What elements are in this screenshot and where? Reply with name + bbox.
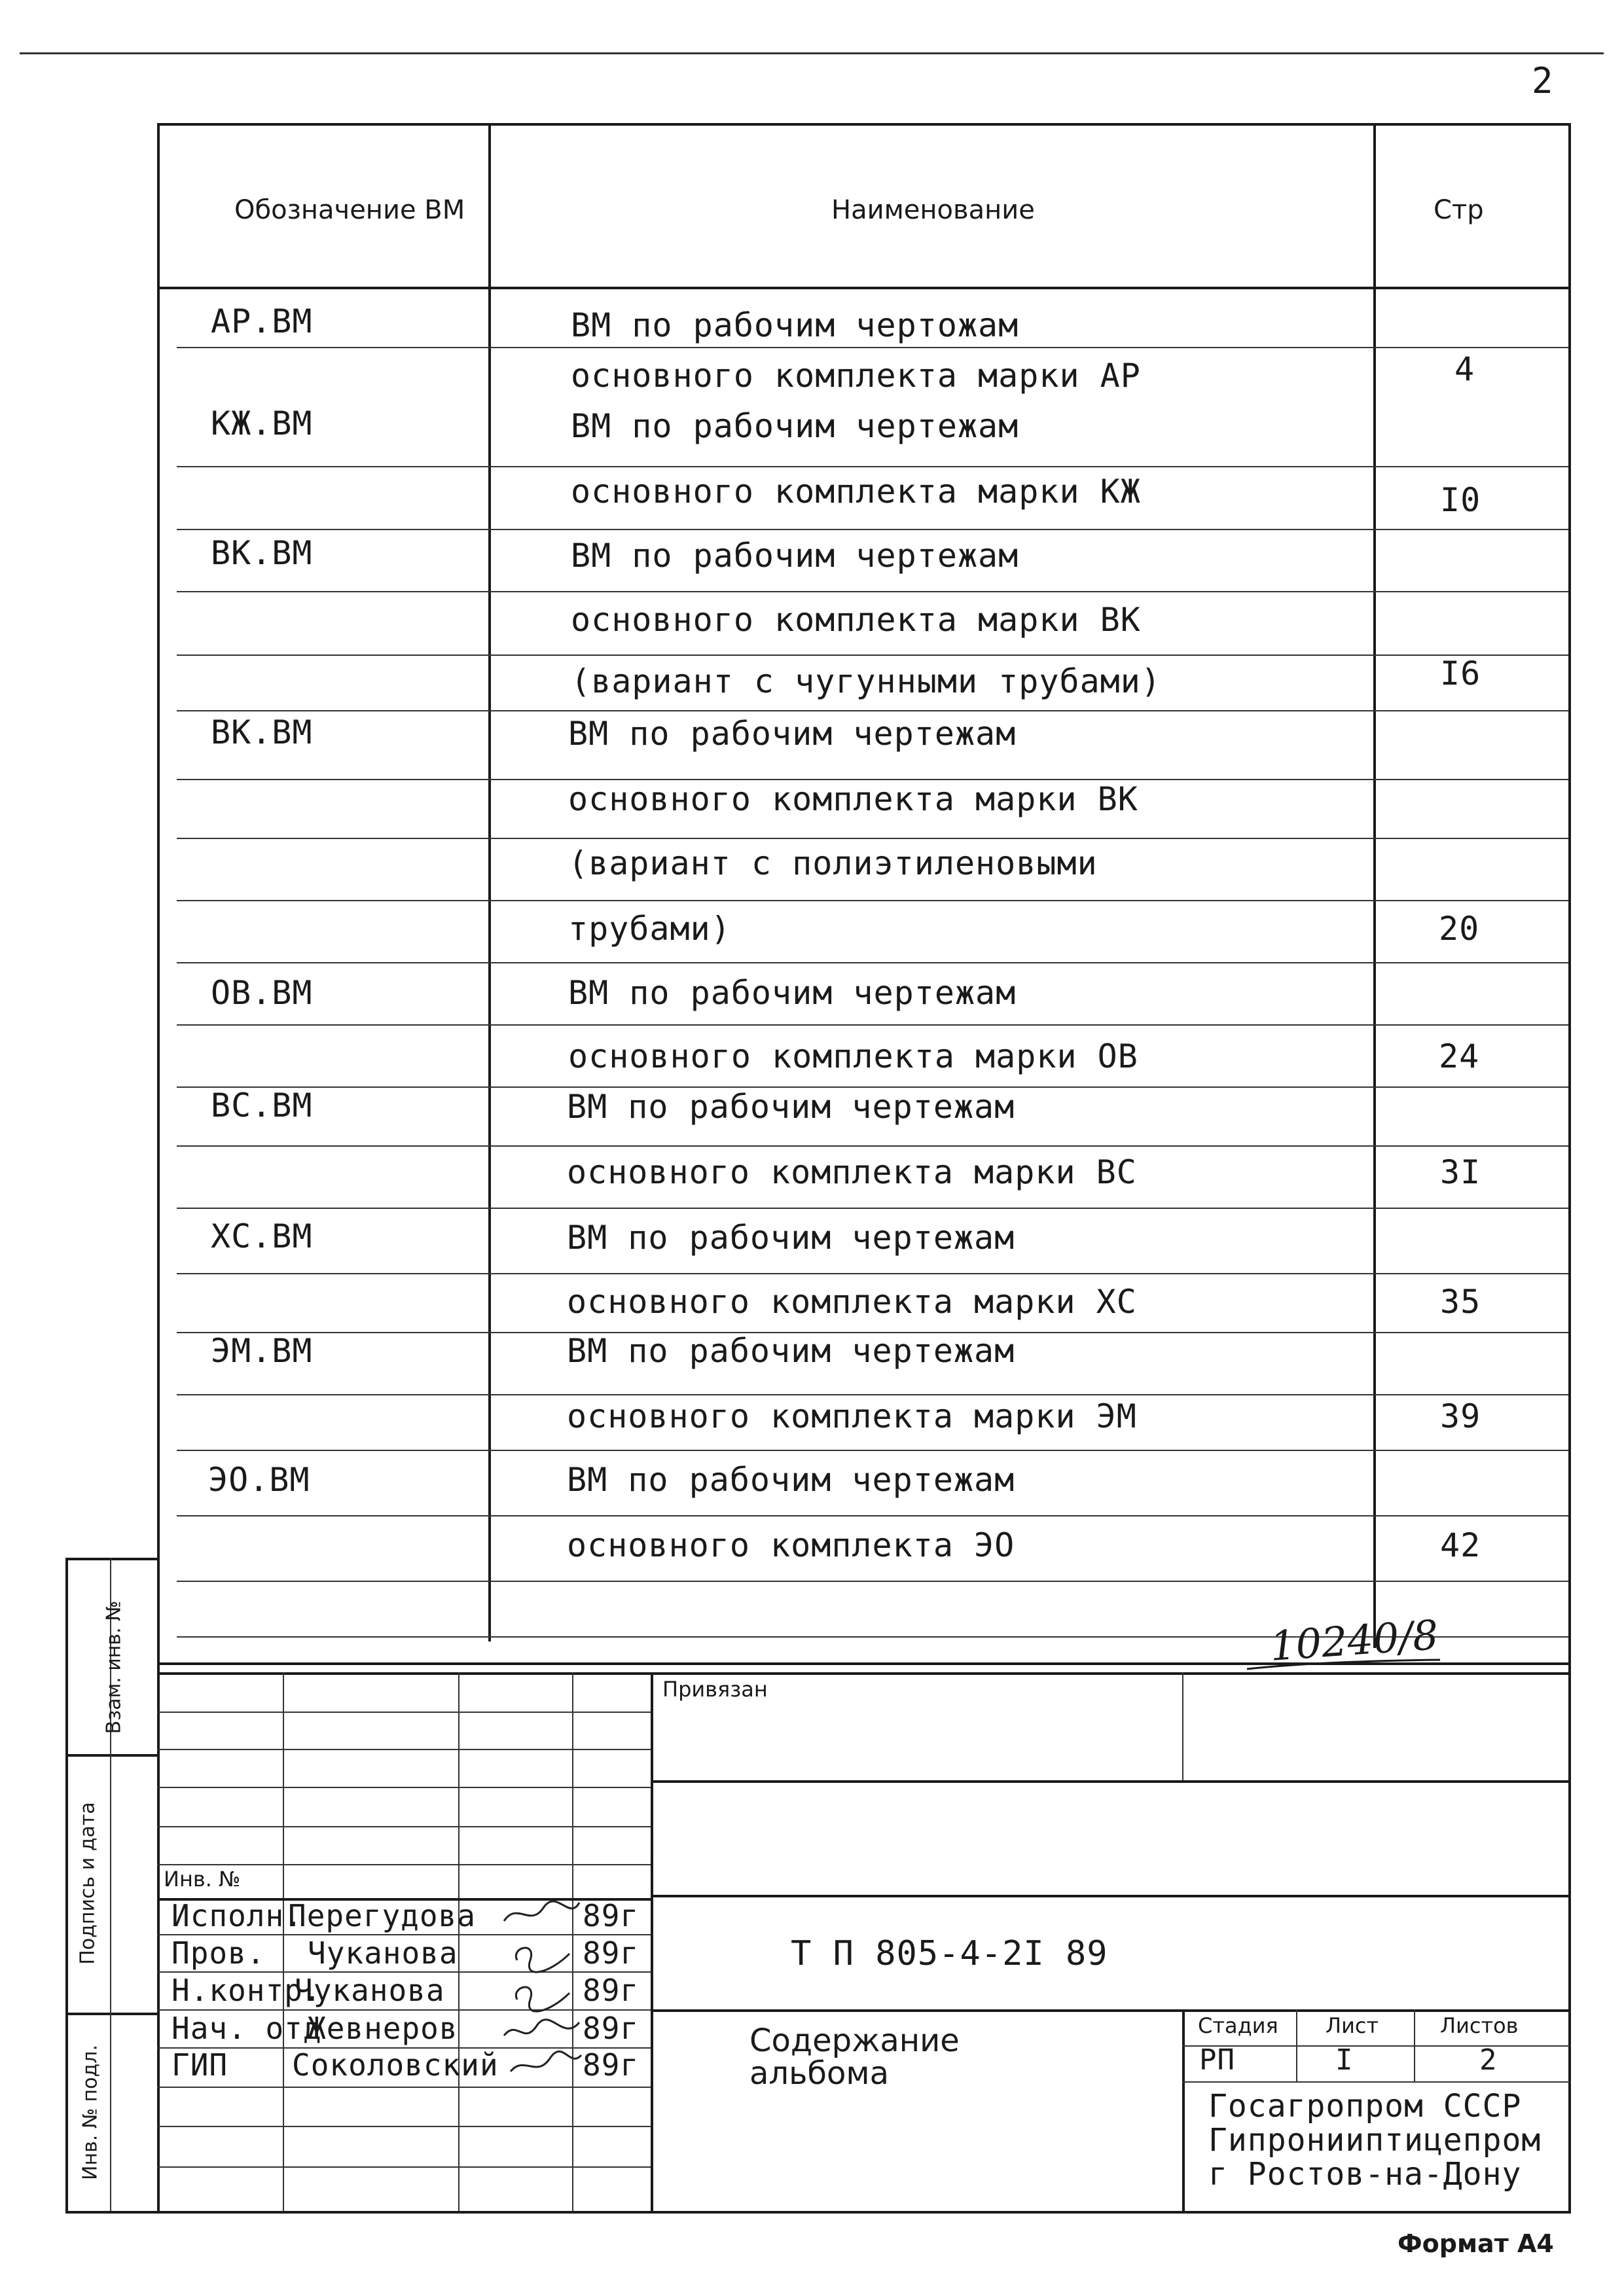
sign-date: 89г [583, 1973, 640, 2008]
sign-role: ГИП [171, 2047, 228, 2083]
row-page: 42 [1440, 1526, 1481, 1564]
row-page: I0 [1440, 481, 1481, 519]
title-line-2: альбома [749, 2055, 889, 2092]
side-label-podpis: Подпись и дата [76, 1802, 99, 1965]
row-name: ВМ по рабочим чертежам [567, 1219, 1015, 1257]
row-name: ВМ по рабочим чертежам [567, 1088, 1015, 1126]
header-name: Наименование [831, 195, 1035, 225]
sign-role: Нач. отд [171, 2011, 322, 2046]
sign-name: Чуканова [308, 1935, 458, 1971]
side-label-inv-podl: Инв. № подл. [79, 2045, 102, 2180]
page-number: 2 [1532, 60, 1554, 101]
row-code: ХС.ВМ [211, 1217, 313, 1255]
sign-name: Жевнеров [308, 2011, 458, 2046]
row-name: ВМ по рабочим чертежам [571, 537, 1019, 575]
row-name: основного комплекта марки ЭМ [567, 1397, 1137, 1435]
row-name: (вариант с чугунными трубами) [571, 662, 1161, 700]
row-name: основного комплекта марки КЖ [571, 473, 1141, 511]
org-line-3: г Ростов-на-Дону [1208, 2156, 1522, 2193]
row-name: основного комплекта марки ВК [568, 780, 1138, 818]
row-name: трубами) [568, 910, 731, 948]
org-line-1: Госагропром СССР [1208, 2088, 1522, 2125]
sheet-value: I [1335, 2043, 1354, 2077]
row-page: 3I [1440, 1153, 1481, 1191]
header-page: Стр [1434, 195, 1484, 225]
row-page: 35 [1440, 1283, 1481, 1321]
sign-role: Пров. [171, 1935, 266, 1971]
row-page: 39 [1440, 1397, 1481, 1435]
row-page: 4 [1454, 350, 1475, 388]
sheet-label: Лист [1326, 2013, 1379, 2038]
row-code: ВК.ВМ [211, 534, 313, 572]
row-name: ВМ по рабочим чертожам [571, 306, 1019, 344]
sheets-label: Листов [1440, 2013, 1519, 2038]
row-name: основного комплекта марки ОВ [568, 1037, 1138, 1075]
privyazan-label: Привязан [662, 1677, 768, 1702]
row-code: АР.ВМ [211, 302, 313, 340]
row-page: I6 [1440, 655, 1481, 692]
sign-role: Исполн. [171, 1898, 303, 1933]
sign-name: Перегудова [288, 1898, 476, 1933]
handwritten-number: 10240/8 [1268, 1611, 1440, 1670]
row-name: ВМ по рабочим чертежам [567, 1461, 1015, 1499]
stage-value: РП [1199, 2043, 1235, 2077]
row-name: основного комплекта марки ХС [567, 1283, 1137, 1321]
row-code: ОВ.ВМ [211, 974, 313, 1012]
title-line-1: Содержание [749, 2022, 960, 2059]
row-code: ВС.ВМ [211, 1086, 313, 1124]
row-name: основного комплекта марки АР [571, 357, 1141, 395]
header-designation: Обозначение ВМ [234, 195, 465, 225]
stage-label: Стадия [1198, 2013, 1278, 2038]
row-page: 24 [1439, 1037, 1480, 1075]
row-name: основного комплекта ЭО [567, 1526, 1015, 1564]
sign-role: Н.контр. [171, 1973, 322, 2008]
sign-name: Соколовский [292, 2047, 499, 2083]
sign-date: 89г [583, 2011, 640, 2046]
row-name: (вариант с полиэтиленовыми [568, 844, 1098, 882]
row-code: ЭО.ВМ [208, 1461, 310, 1499]
sign-date: 89г [583, 1935, 640, 1971]
top-rule [20, 52, 1604, 54]
row-name: основного комплекта марки ВС [567, 1153, 1137, 1191]
format-label: Формат А4 [1398, 2229, 1554, 2258]
signature-scribbles [497, 1895, 589, 2091]
row-page: 20 [1439, 910, 1480, 948]
row-name: ВМ по рабочим чертежам [568, 715, 1017, 753]
row-code: ВК.ВМ [211, 713, 313, 751]
sheets-value: 2 [1479, 2043, 1498, 2077]
side-label-vzam: Взам. инв. № [102, 1600, 126, 1734]
row-name: основного комплекта марки ВК [571, 601, 1141, 639]
row-code: ЭМ.ВМ [211, 1332, 313, 1370]
inv-no-label: Инв. № [164, 1867, 241, 1892]
org-line-2: Гипронииптицепром [1208, 2122, 1542, 2159]
sign-date: 89г [583, 1898, 640, 1933]
row-name: ВМ по рабочим чертежам [567, 1332, 1015, 1370]
sign-date: 89г [583, 2047, 640, 2083]
row-name: ВМ по рабочим чертежам [568, 974, 1017, 1012]
row-code: КЖ.ВМ [211, 404, 313, 442]
document-code: Т П 805-4-2I 89 [791, 1934, 1108, 1973]
row-name: ВМ по рабочим чертежам [571, 407, 1019, 445]
sign-name: Чуканова [295, 1973, 445, 2008]
